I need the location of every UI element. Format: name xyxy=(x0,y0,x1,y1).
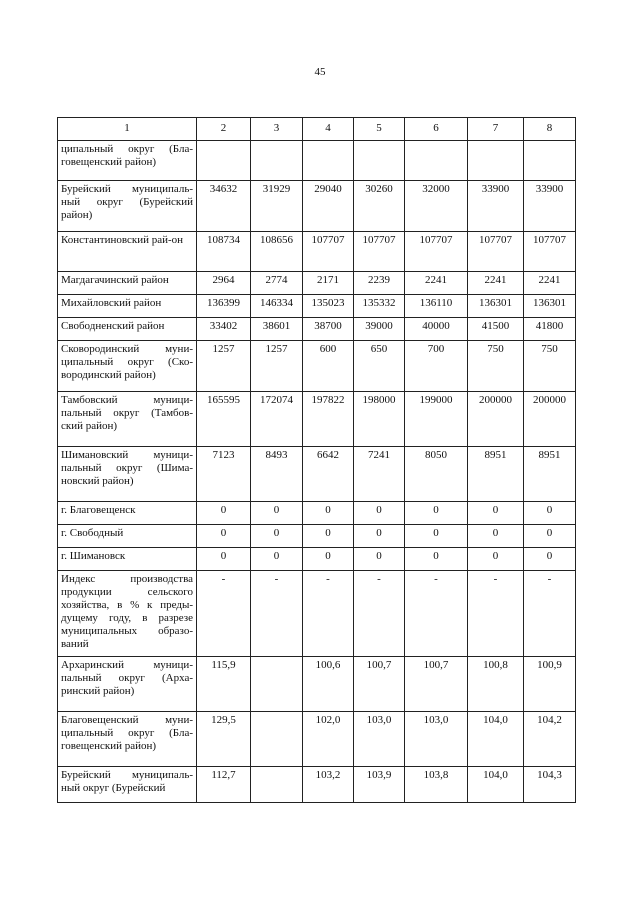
table-row xyxy=(58,341,576,392)
table-row xyxy=(58,181,576,232)
data-table xyxy=(57,117,576,803)
row-name-cell: Архаринский муници-пальный округ (Арха-ринский район) xyxy=(58,657,197,712)
value-cell: 200000 xyxy=(524,392,576,447)
value-cell: 0 xyxy=(303,525,354,548)
value-cell: 135332 xyxy=(354,295,405,318)
value-cell: 107707 xyxy=(524,232,576,272)
value-cell: 0 xyxy=(405,525,468,548)
value-cell: 2241 xyxy=(405,272,468,295)
value-cell: 2774 xyxy=(251,272,303,295)
header-cell: 3 xyxy=(251,118,303,141)
value-cell: 107707 xyxy=(354,232,405,272)
value-cell: 2964 xyxy=(197,272,251,295)
value-cell: 8050 xyxy=(405,447,468,502)
value-cell xyxy=(251,767,303,803)
value-cell: 0 xyxy=(354,548,405,571)
value-cell: 1257 xyxy=(197,341,251,392)
value-cell: 39000 xyxy=(354,318,405,341)
value-cell: 136301 xyxy=(468,295,524,318)
table-row xyxy=(58,272,576,295)
value-cell: 0 xyxy=(197,548,251,571)
value-cell: 107707 xyxy=(303,232,354,272)
value-cell: 1257 xyxy=(251,341,303,392)
value-cell: 33900 xyxy=(468,181,524,232)
value-cell: 146334 xyxy=(251,295,303,318)
value-cell: 172074 xyxy=(251,392,303,447)
value-cell: 600 xyxy=(303,341,354,392)
header-cell: 6 xyxy=(405,118,468,141)
value-cell: 2171 xyxy=(303,272,354,295)
value-cell: 0 xyxy=(524,548,576,571)
value-cell: 199000 xyxy=(405,392,468,447)
value-cell: 2241 xyxy=(468,272,524,295)
row-name-cell: Благовещенский муни-ципальный округ (Бла-говещенский район) xyxy=(58,712,197,767)
value-cell: 103,0 xyxy=(354,712,405,767)
value-cell: 107707 xyxy=(405,232,468,272)
value-cell: 198000 xyxy=(354,392,405,447)
row-name-cell: Свободненский район xyxy=(58,318,197,341)
table-row xyxy=(58,657,576,712)
value-cell: 112,7 xyxy=(197,767,251,803)
row-name-cell: г. Благовещенск xyxy=(58,502,197,525)
value-cell: 0 xyxy=(524,525,576,548)
value-cell: 100,7 xyxy=(405,657,468,712)
value-cell xyxy=(251,657,303,712)
value-cell: - xyxy=(468,571,524,657)
header-cell: 2 xyxy=(197,118,251,141)
value-cell xyxy=(405,141,468,181)
value-cell: 104,3 xyxy=(524,767,576,803)
value-cell xyxy=(251,712,303,767)
value-cell: 0 xyxy=(468,502,524,525)
value-cell: - xyxy=(405,571,468,657)
value-cell: 0 xyxy=(303,548,354,571)
table-row xyxy=(58,447,576,502)
table-row xyxy=(58,141,576,181)
value-cell: 33402 xyxy=(197,318,251,341)
header-cell: 5 xyxy=(354,118,405,141)
value-cell: 0 xyxy=(354,525,405,548)
header-cell: 4 xyxy=(303,118,354,141)
header-cell: 7 xyxy=(468,118,524,141)
row-name-cell: Тамбовский муници-пальный округ (Тамбов-ский район) xyxy=(58,392,197,447)
value-cell: 750 xyxy=(524,341,576,392)
value-cell: 29040 xyxy=(303,181,354,232)
value-cell: - xyxy=(197,571,251,657)
value-cell: 38601 xyxy=(251,318,303,341)
value-cell: 100,7 xyxy=(354,657,405,712)
value-cell: 0 xyxy=(197,502,251,525)
value-cell: 197822 xyxy=(303,392,354,447)
value-cell: 108656 xyxy=(251,232,303,272)
value-cell: 0 xyxy=(303,502,354,525)
row-name-cell: Бурейский муниципаль-ный округ (Бурейский xyxy=(58,767,197,803)
value-cell: 0 xyxy=(524,502,576,525)
value-cell: 100,9 xyxy=(524,657,576,712)
value-cell: 129,5 xyxy=(197,712,251,767)
value-cell: 0 xyxy=(197,525,251,548)
value-cell: 650 xyxy=(354,341,405,392)
row-name-cell: Михайловский район xyxy=(58,295,197,318)
table-row xyxy=(58,767,576,803)
header-cell: 1 xyxy=(58,118,197,141)
value-cell: 0 xyxy=(251,525,303,548)
value-cell: 104,0 xyxy=(468,712,524,767)
table-row xyxy=(58,295,576,318)
value-cell: 0 xyxy=(354,502,405,525)
table-row xyxy=(58,712,576,767)
value-cell xyxy=(354,141,405,181)
value-cell: 135023 xyxy=(303,295,354,318)
table-row xyxy=(58,318,576,341)
value-cell: 136301 xyxy=(524,295,576,318)
value-cell xyxy=(251,141,303,181)
value-cell: 0 xyxy=(468,548,524,571)
value-cell: 200000 xyxy=(468,392,524,447)
value-cell xyxy=(524,141,576,181)
value-cell: 6642 xyxy=(303,447,354,502)
table-header-row xyxy=(58,118,576,141)
value-cell: 136110 xyxy=(405,295,468,318)
value-cell: - xyxy=(524,571,576,657)
value-cell: - xyxy=(303,571,354,657)
table-row xyxy=(58,392,576,447)
table-row xyxy=(58,571,576,657)
value-cell xyxy=(197,141,251,181)
value-cell: 100,8 xyxy=(468,657,524,712)
value-cell: 136399 xyxy=(197,295,251,318)
row-name-cell: Шимановский муници-пальный округ (Шима-новский район) xyxy=(58,447,197,502)
value-cell: 8493 xyxy=(251,447,303,502)
value-cell: 103,0 xyxy=(405,712,468,767)
value-cell: - xyxy=(354,571,405,657)
table-row xyxy=(58,232,576,272)
value-cell: 115,9 xyxy=(197,657,251,712)
value-cell: 102,0 xyxy=(303,712,354,767)
value-cell: 41500 xyxy=(468,318,524,341)
value-cell: 100,6 xyxy=(303,657,354,712)
table-row xyxy=(58,525,576,548)
value-cell: 108734 xyxy=(197,232,251,272)
value-cell: 31929 xyxy=(251,181,303,232)
row-name-cell: Сковородинский муни-ципальный округ (Ско-вородинский район) xyxy=(58,341,197,392)
header-cell: 8 xyxy=(524,118,576,141)
value-cell xyxy=(303,141,354,181)
value-cell: 750 xyxy=(468,341,524,392)
value-cell: 40000 xyxy=(405,318,468,341)
value-cell: 103,2 xyxy=(303,767,354,803)
value-cell: 0 xyxy=(251,502,303,525)
value-cell: 33900 xyxy=(524,181,576,232)
value-cell: 0 xyxy=(468,525,524,548)
value-cell: 38700 xyxy=(303,318,354,341)
value-cell xyxy=(468,141,524,181)
page-number: 45 xyxy=(314,66,326,78)
value-cell: 30260 xyxy=(354,181,405,232)
value-cell: 7123 xyxy=(197,447,251,502)
value-cell: 34632 xyxy=(197,181,251,232)
value-cell: 7241 xyxy=(354,447,405,502)
value-cell: 2239 xyxy=(354,272,405,295)
value-cell: 165595 xyxy=(197,392,251,447)
row-name-cell: Константиновский рай-он xyxy=(58,232,197,272)
value-cell: 700 xyxy=(405,341,468,392)
row-name-cell: Бурейский муниципаль-ный округ (Бурейский район) xyxy=(58,181,197,232)
value-cell: 104,0 xyxy=(468,767,524,803)
row-name-cell: г. Шимановск xyxy=(58,548,197,571)
row-name-cell: Магдагачинский район xyxy=(58,272,197,295)
value-cell: 32000 xyxy=(405,181,468,232)
value-cell: 103,8 xyxy=(405,767,468,803)
value-cell: 0 xyxy=(405,548,468,571)
value-cell: 8951 xyxy=(524,447,576,502)
row-name-cell: Индекс производства продукции сельского хозяйства, в % к преды-дущему году, в разрезе муниципальных образо-ваний xyxy=(58,571,197,657)
value-cell: 0 xyxy=(251,548,303,571)
table-row xyxy=(58,502,576,525)
value-cell: 104,2 xyxy=(524,712,576,767)
value-cell: - xyxy=(251,571,303,657)
row-name-cell: г. Свободный xyxy=(58,525,197,548)
row-name-cell: ципальный округ (Бла-говещенский район) xyxy=(58,141,197,181)
value-cell: 107707 xyxy=(468,232,524,272)
value-cell: 0 xyxy=(405,502,468,525)
table-body xyxy=(58,118,576,803)
table-row xyxy=(58,548,576,571)
value-cell: 8951 xyxy=(468,447,524,502)
value-cell: 41800 xyxy=(524,318,576,341)
value-cell: 2241 xyxy=(524,272,576,295)
value-cell: 103,9 xyxy=(354,767,405,803)
